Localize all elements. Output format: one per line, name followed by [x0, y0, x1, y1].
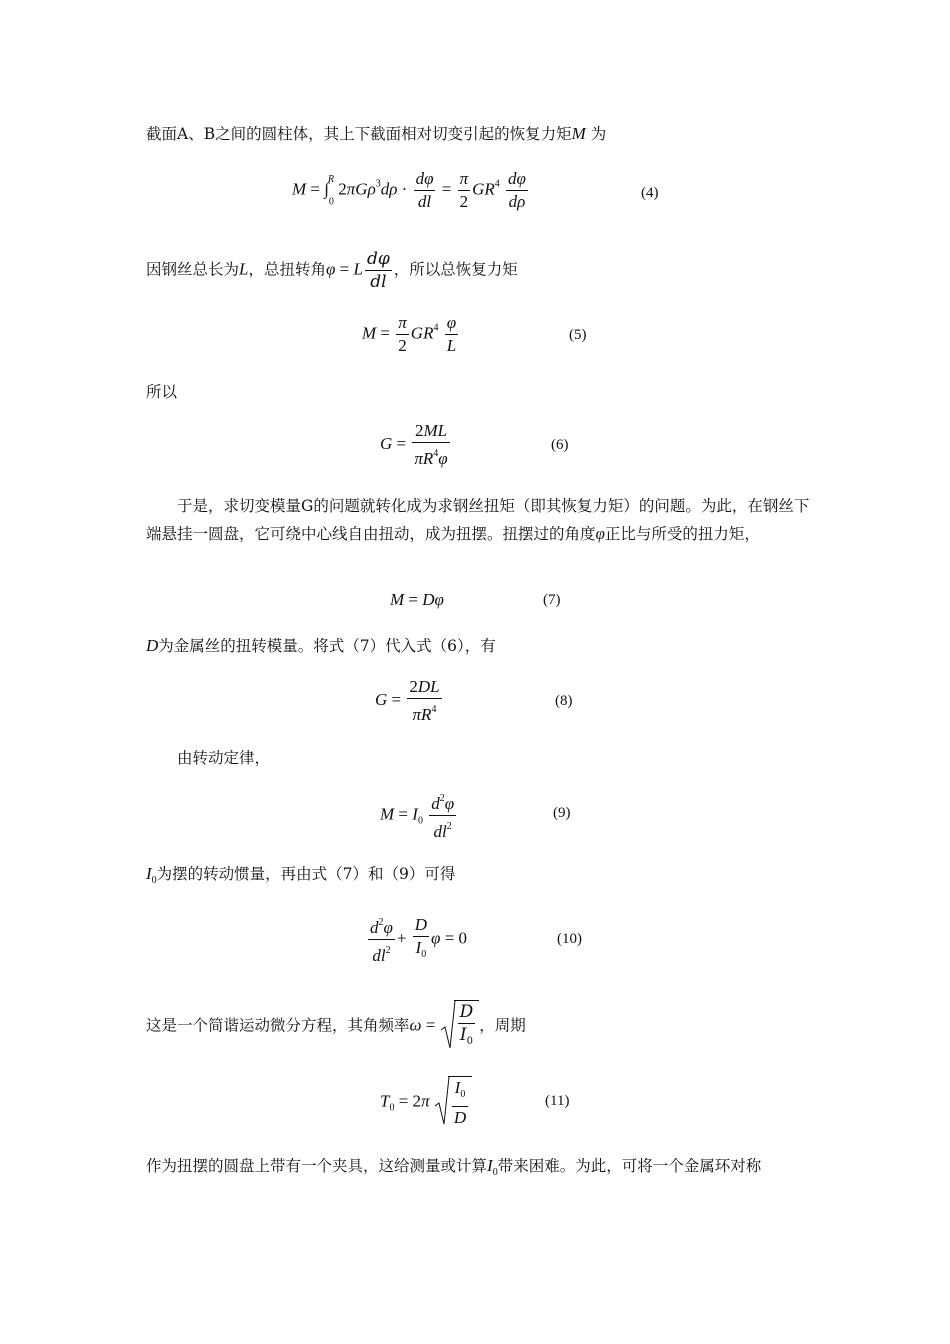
- equation-7: M = Dφ: [390, 590, 444, 609]
- equation-11: $T_0 = 2\pi$ $\frac{I_0}{D}$: [380, 1076, 472, 1129]
- equation-10: $\frac{d^2\varphi}{dl^2}$ + $\frac{D}{I_0}$ φ = 0: [366, 912, 467, 967]
- paragraph-9: 作为扭摆的圆盘上带有一个夹具，这给测量或计算$I_0$带来困难。为此，可将一个金属环对称: [146, 1156, 762, 1178]
- equation-8: G = $\frac{2DL}{\pi R^4}$: [375, 677, 440, 724]
- equation-number-9: (9): [553, 805, 571, 821]
- paragraph-5: [146, 636, 496, 656]
- text: ，所以总恢复力矩: [393, 260, 518, 279]
- equation-6: G = $\frac{2ML}{\pi R^4\varphi}$: [380, 421, 448, 468]
- text: 带来困难。为此，可将一个金属环对称: [497, 1157, 762, 1175]
- paragraph-4: [146, 492, 810, 548]
- equation-9: $M = I_0$ $\frac{d^2\varphi}{dl^2}$: [380, 788, 458, 843]
- text: 这是一个简谐运动微分方程，其角频率: [146, 1016, 410, 1035]
- paragraph-7: $I_0$为摆的转动惯量，再由式（7）和（9）可得: [146, 864, 456, 886]
- paragraph-3: 所以: [146, 383, 178, 401]
- equation-number-11: (11): [545, 1093, 570, 1109]
- sqrt: $\frac{D}{I_0}$: [440, 1000, 480, 1053]
- text: 为摆的转动惯量，再由式（7）和（9）可得: [156, 865, 456, 883]
- paragraph-6: 由转动定律，: [177, 749, 271, 767]
- inline-eq: φ: [326, 259, 336, 279]
- equation-number-8: (8): [555, 693, 573, 709]
- paragraph-2: 因钢丝总长为L，总扭转角φ = L $\frac{d\varphi}{dl}$ ，所以总恢复力矩: [146, 249, 518, 292]
- equation-number-10: (10): [557, 931, 582, 947]
- equation-number-7: (7): [543, 592, 561, 608]
- text: ，总扭转角: [248, 260, 326, 279]
- equation-5: M = $\frac{\pi}{2}$ $GR^4$ $\frac{\varphi}{L}$: [362, 313, 457, 355]
- text: 正比与所受的扭力矩，: [604, 525, 760, 543]
- equation-number-6: (6): [551, 437, 569, 453]
- paragraph-1: [146, 124, 606, 144]
- var-M: M: [571, 124, 586, 143]
- text: ，周期: [479, 1016, 526, 1035]
- text: 因钢丝总长为: [146, 260, 240, 279]
- equation-number-5: (5): [569, 327, 587, 343]
- text: 于是，求切变模量G的问题就转化成为求钢丝扭矩（即其恢复力矩）的问题。为此，在钢丝下端悬挂一圆盘，它可绕中心线自由扭动，成为扭摆。扭摆过的角度: [146, 497, 810, 543]
- paragraph-8: 这是一个简谐运动微分方程，其角频率ω = $\frac{D}{I_0}$ ，周期: [146, 1000, 526, 1053]
- text: 为金属丝的扭转模量。将式（7）代入式（6），有: [158, 637, 496, 655]
- equation-number-4: (4): [641, 185, 659, 201]
- equation-4: $M = \int_0^R$ 2πGρ$^3$dρ · $\frac{d\varphi}{dl}$ = $\frac{\pi}{2}$ $GR^4$ $\frac{d\varphi}{d\rho}$: [292, 169, 526, 211]
- var-D: D: [146, 636, 159, 655]
- text: 截面A、B之间的圆柱体，其上下截面相对切变引起的恢复力矩: [146, 125, 572, 143]
- var-phi: φ: [595, 524, 605, 543]
- var-L: L: [239, 259, 249, 279]
- text: 作为扭摆的圆盘上带有一个夹具，这给测量或计算: [146, 1157, 488, 1175]
- text: 为: [590, 125, 607, 143]
